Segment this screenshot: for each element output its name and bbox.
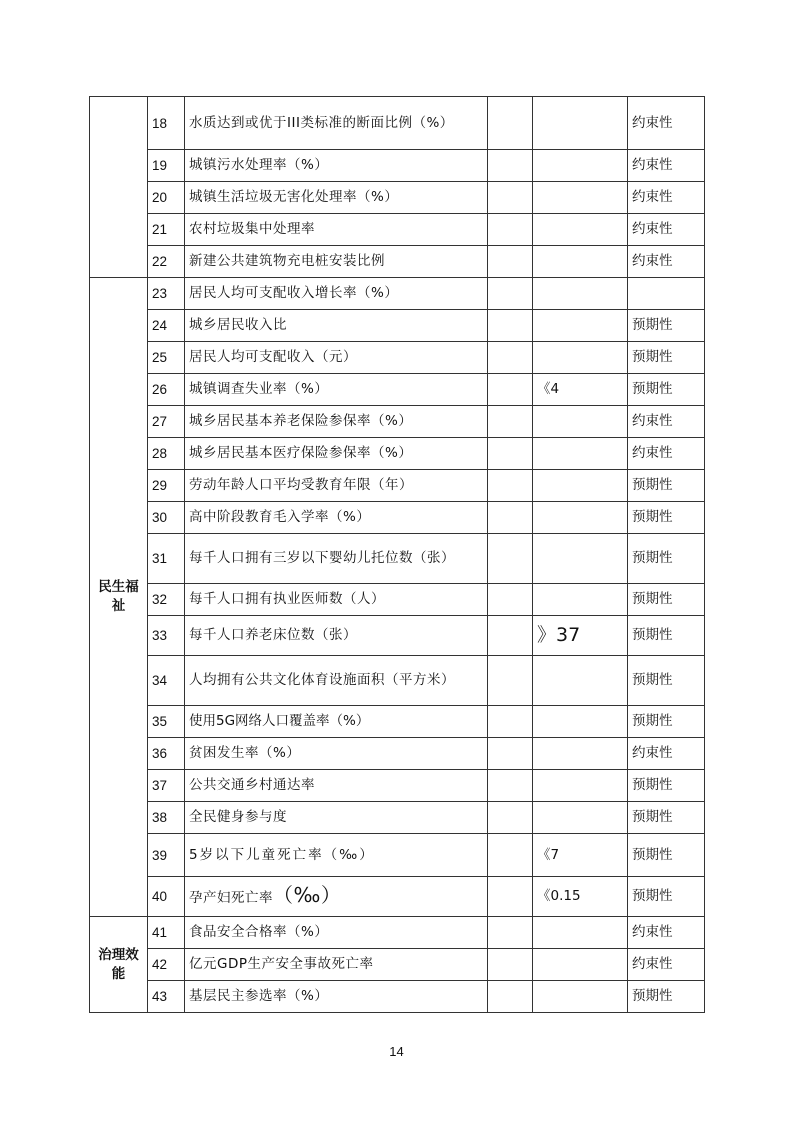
target-value [533,310,628,342]
indicator-name: 城镇生活垃圾无害化处理率（%） [185,182,488,214]
indicator-name: 贫困发生率（%） [185,738,488,770]
row-number: 34 [148,656,185,706]
table-row [90,656,705,706]
table-row [90,949,705,981]
row-number: 28 [148,438,185,470]
row-number: 18 [148,97,185,150]
indicator-attribute: 预期性 [628,877,705,917]
row-number: 29 [148,470,185,502]
indicator-attribute: 预期性 [628,470,705,502]
indicator-attribute: 约束性 [628,214,705,246]
indicator-name: 全民健身参与度 [185,802,488,834]
indicator-attribute: 约束性 [628,949,705,981]
base-value [488,802,533,834]
target-value [533,949,628,981]
page-number: 14 [389,1044,404,1059]
indicator-name: 每千人口养老床位数（张） [185,616,488,656]
table-row [90,470,705,502]
row-number: 41 [148,917,185,949]
table-row [90,406,705,438]
base-value [488,917,533,949]
table-row [90,97,705,150]
row-number: 24 [148,310,185,342]
base-value [488,877,533,917]
table-row [90,917,705,949]
indicator-name: 高中阶段教育毛入学率（%） [185,502,488,534]
category-livelihood: 民生福祉 [90,278,148,917]
base-value [488,534,533,584]
indicator-attribute: 约束性 [628,438,705,470]
row-number: 20 [148,182,185,214]
row-number: 23 [148,278,185,310]
target-value [533,150,628,182]
row-number: 42 [148,949,185,981]
row-number: 35 [148,706,185,738]
indicator-attribute: 约束性 [628,97,705,150]
row-number: 26 [148,374,185,406]
table-row [90,534,705,584]
target-value: 《0.15 [533,877,628,917]
target-value [533,278,628,310]
target-value [533,502,628,534]
row-number: 36 [148,738,185,770]
base-value [488,342,533,374]
indicator-table [89,96,705,1013]
indicator-name: 食品安全合格率（%） [185,917,488,949]
base-value [488,470,533,502]
target-value [533,214,628,246]
indicator-attribute: 预期性 [628,834,705,877]
table-row [90,584,705,616]
base-value [488,706,533,738]
category-cell-empty [90,97,148,278]
target-value [533,182,628,214]
target-value [533,917,628,949]
indicator-name: 每千人口拥有三岁以下婴幼儿托位数（张） [185,534,488,584]
indicator-name: 亿元GDP生产安全事故死亡率 [185,949,488,981]
indicator-name: 居民人均可支配收入（元） [185,342,488,374]
table-row [90,802,705,834]
target-value [533,738,628,770]
table-row [90,246,705,278]
indicator-name: 基层民主参选率（%） [185,981,488,1013]
base-value [488,182,533,214]
indicator-attribute: 约束性 [628,738,705,770]
indicator-name: 农村垃圾集中处理率 [185,214,488,246]
table-row [90,150,705,182]
indicator-name: 城乡居民基本养老保险参保率（%） [185,406,488,438]
indicator-attribute: 约束性 [628,150,705,182]
table-row [90,981,705,1013]
indicator-attribute: 预期性 [628,584,705,616]
indicator-name: 居民人均可支配收入增长率（%） [185,278,488,310]
table-row [90,834,705,877]
indicator-name: 城镇污水处理率（%） [185,150,488,182]
row-number: 21 [148,214,185,246]
base-value [488,834,533,877]
table-row [90,310,705,342]
target-value [533,97,628,150]
base-value [488,150,533,182]
target-value [533,342,628,374]
base-value [488,97,533,150]
base-value [488,656,533,706]
base-value [488,406,533,438]
base-value [488,438,533,470]
table-row [90,738,705,770]
base-value [488,949,533,981]
target-value [533,706,628,738]
table-row [90,182,705,214]
table-row [90,770,705,802]
indicator-attribute: 预期性 [628,656,705,706]
indicator-attribute [628,278,705,310]
target-value [533,470,628,502]
table-row [90,877,705,917]
row-number: 43 [148,981,185,1013]
base-value [488,770,533,802]
indicator-attribute: 约束性 [628,406,705,438]
table-row [90,502,705,534]
base-value [488,981,533,1013]
base-value [488,310,533,342]
indicator-attribute: 约束性 [628,917,705,949]
row-number: 25 [148,342,185,374]
table-row [90,278,705,310]
indicator-attribute: 预期性 [628,706,705,738]
table-row [90,706,705,738]
indicator-name: 新建公共建筑物充电桩安装比例 [185,246,488,278]
target-value [533,438,628,470]
target-value [533,584,628,616]
indicator-name-unit: （‰） [273,882,342,907]
row-number: 40 [148,877,185,917]
indicator-attribute: 预期性 [628,342,705,374]
indicator-name: 城乡居民收入比 [185,310,488,342]
indicator-name-text: 孕产妇死亡率 [189,889,273,906]
table-row [90,214,705,246]
indicator-attribute: 预期性 [628,502,705,534]
row-number: 31 [148,534,185,584]
indicator-name: 使用5G网络人口覆盖率（%） [185,706,488,738]
base-value [488,246,533,278]
target-value: 《7 [533,834,628,877]
target-value [533,770,628,802]
table-row [90,616,705,656]
row-number: 33 [148,616,185,656]
base-value [488,214,533,246]
indicator-name: 水质达到或优于III类标准的断面比例（%） [185,97,488,150]
indicator-attribute: 预期性 [628,616,705,656]
indicator-name [185,877,488,917]
row-number: 22 [148,246,185,278]
target-value [533,656,628,706]
target-value: 《4 [533,374,628,406]
category-governance: 治理效能 [90,917,148,1013]
row-number: 39 [148,834,185,877]
target-value [533,246,628,278]
indicator-attribute: 预期性 [628,802,705,834]
row-number: 27 [148,406,185,438]
indicator-attribute: 约束性 [628,246,705,278]
target-value [533,534,628,584]
base-value [488,616,533,656]
base-value [488,502,533,534]
base-value [488,278,533,310]
indicator-attribute: 预期性 [628,310,705,342]
row-number: 37 [148,770,185,802]
table-row [90,342,705,374]
table-row [90,438,705,470]
indicator-attribute: 预期性 [628,770,705,802]
indicator-name: 5岁以下儿童死亡率（‰） [185,834,488,877]
row-number: 32 [148,584,185,616]
table-row [90,374,705,406]
base-value [488,584,533,616]
indicator-attribute: 约束性 [628,182,705,214]
row-number: 38 [148,802,185,834]
indicator-name: 劳动年龄人口平均受教育年限（年） [185,470,488,502]
indicator-name: 每千人口拥有执业医师数（人） [185,584,488,616]
indicator-name: 人均拥有公共文化体育设施面积（平方米） [185,656,488,706]
target-value [533,981,628,1013]
target-value: 》37 [533,616,628,656]
base-value [488,374,533,406]
indicator-name: 公共交通乡村通达率 [185,770,488,802]
indicator-name: 城镇调查失业率（%） [185,374,488,406]
target-value [533,802,628,834]
row-number: 30 [148,502,185,534]
base-value [488,738,533,770]
row-number: 19 [148,150,185,182]
indicator-attribute: 预期性 [628,374,705,406]
indicator-attribute: 预期性 [628,534,705,584]
indicator-attribute: 预期性 [628,981,705,1013]
indicator-name: 城乡居民基本医疗保险参保率（%） [185,438,488,470]
target-value [533,406,628,438]
